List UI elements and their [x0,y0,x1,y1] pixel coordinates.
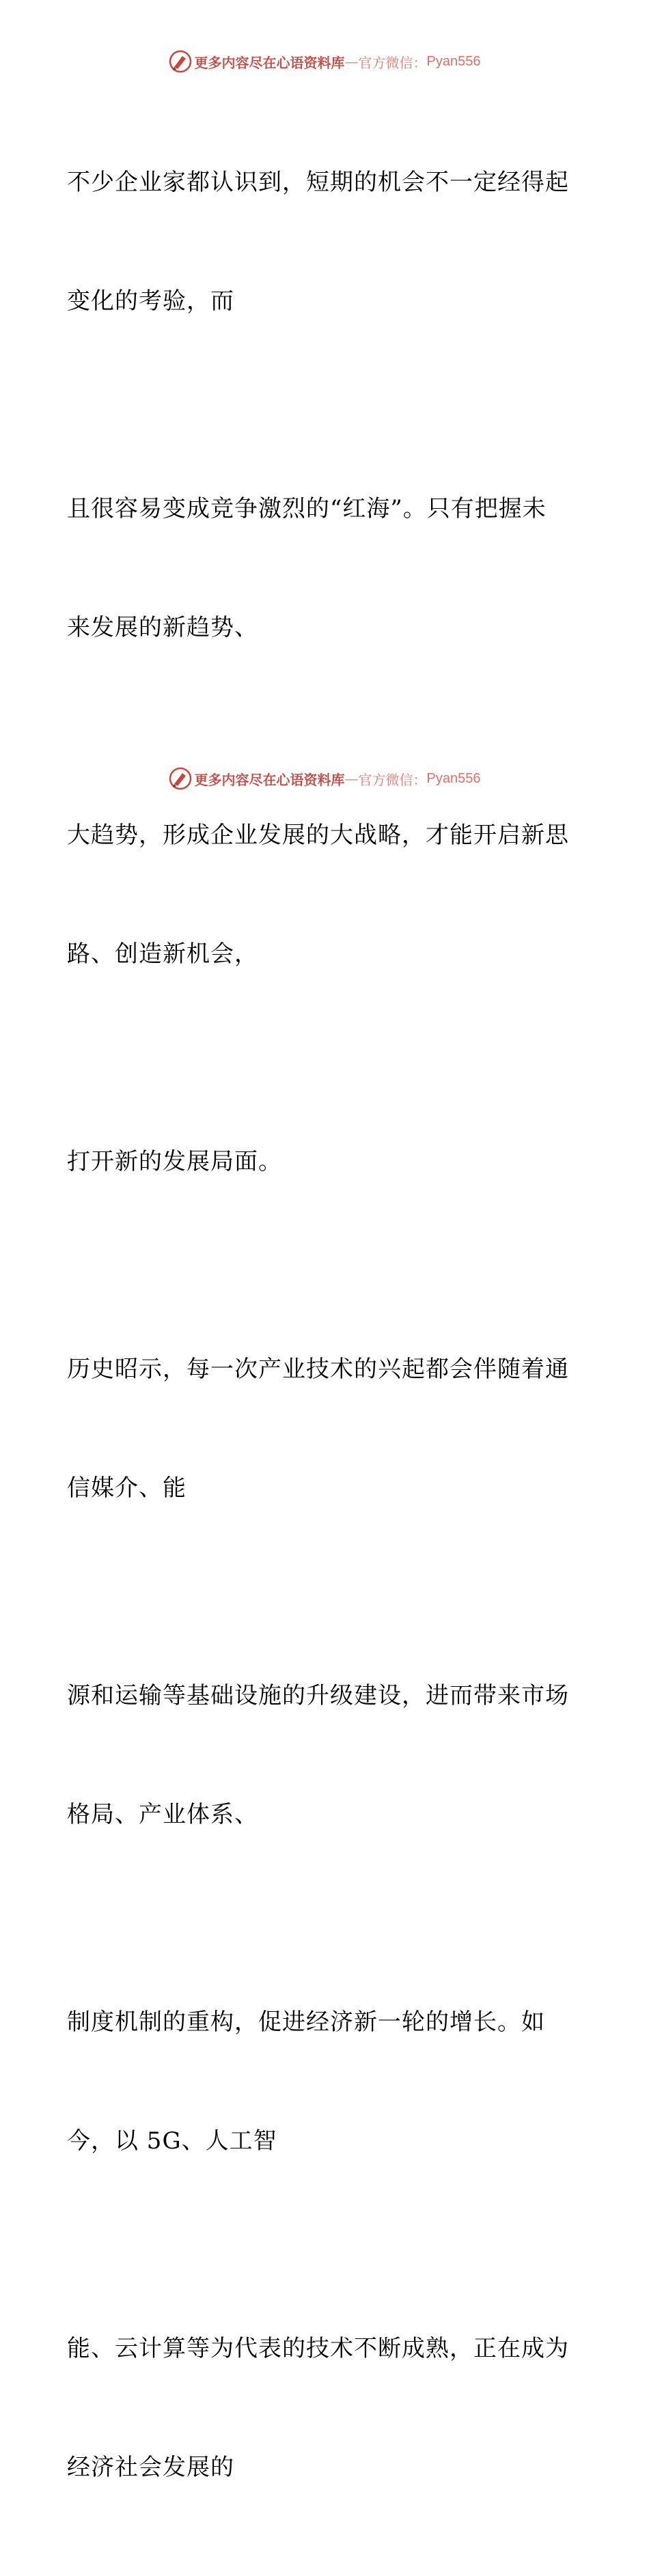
header-banner-text [195,52,481,72]
paragraph-line: 变化的考验，而 [67,288,234,315]
paragraph-line: 大趋势，形成企业发展的大战略，才能开启新思 [67,822,569,849]
paragraph [67,83,572,400]
banner-wechat-id: Pyan556 [426,770,481,786]
pen-logo-icon [169,767,192,790]
footer-banner [0,765,649,792]
paragraph-line: 源和运输等基础设施的升级建设，进而带来市场 [67,1682,569,1709]
paragraph-line: 信媒介、能 [67,1474,187,1502]
paragraph [67,2250,572,2566]
header-banner [0,48,649,75]
paragraph-line: 历史昭示，每一次产业技术的兴起都会伴随着通 [67,1356,569,1383]
paragraph-line: 来发展的新趋势、 [67,614,258,641]
banner-dash: — [344,770,359,787]
banner-site-name: 更多内容尽在心语资料库 [194,54,345,71]
paragraph [67,1923,572,2240]
paragraph-line: 路、创造新机会， [67,940,258,968]
pen-logo-icon [169,50,192,73]
footer-banner-text [195,769,481,789]
paragraph [67,410,572,727]
document-body [67,83,572,2576]
paragraph [67,1063,572,1261]
banner-site-name: 更多内容尽在心语资料库 [194,771,345,788]
paragraph-line: 且很容易变成竞争激烈的“红海”。只有把握未 [67,495,547,522]
paragraph [67,1270,572,1587]
paragraph-line: 不少企业家都认识到，短期的机会不一定经得起 [67,169,569,196]
banner-wechat-label: 官方微信： [358,54,427,71]
paragraph-line: 格局、产业体系、 [67,1801,258,1828]
paragraph-line: 今，以 5G、人工智 [67,2127,277,2155]
banner-wechat-label: 官方微信： [358,771,427,788]
paragraph [67,1597,572,1914]
banner-wechat-id: Pyan556 [426,53,481,69]
paragraph-line: 打开新的发展局面。 [67,1148,282,1175]
paragraph-line: 制度机制的重构，促进经济新一轮的增长。如 [67,2008,545,2036]
paragraph-line: 能、云计算等为代表的技术不断成熟，正在成为 [67,2335,569,2362]
banner-dash: — [344,53,359,70]
paragraph-line: 经济社会发展的 [67,2454,234,2481]
